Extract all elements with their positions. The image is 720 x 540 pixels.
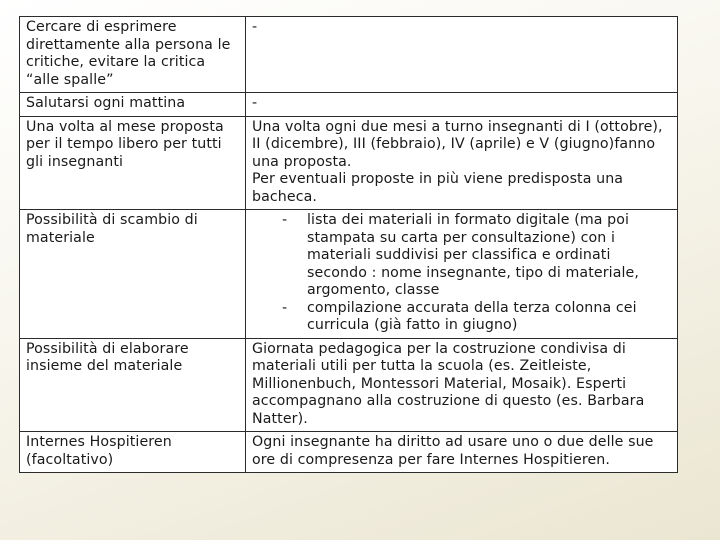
cell-text: Per eventuali proposte in più viene predisposta una bacheca. bbox=[252, 171, 624, 205]
table-cell-left bbox=[20, 93, 246, 117]
cell-text: Una volta al mese proposta per il tempo libero per tutti gli insegnanti bbox=[26, 118, 224, 170]
table-cell-right bbox=[246, 116, 678, 210]
dash-bullet: - bbox=[282, 212, 288, 228]
cell-text: - bbox=[252, 19, 258, 35]
table-row bbox=[20, 210, 678, 339]
table-row bbox=[20, 432, 678, 473]
table-cell-right bbox=[246, 338, 678, 432]
table-cell-left bbox=[20, 338, 246, 432]
table-row bbox=[20, 17, 678, 93]
table-cell-left bbox=[20, 432, 246, 473]
table-cell-right bbox=[246, 210, 678, 339]
table-cell-right bbox=[246, 432, 678, 473]
list-item-text: compilazione accurata della terza colonna cei curricula (già fatto in giugno) bbox=[307, 299, 637, 333]
cell-text: Ogni insegnante ha diritto ad usare uno o due delle sue ore di compresenza per fare Internes Hospitieren. bbox=[252, 434, 654, 468]
proposals-table bbox=[19, 16, 678, 473]
cell-text: Cercare di esprimere direttamente alla persona le critiche, evitare la critica “alle spalle” bbox=[26, 19, 231, 88]
cell-text: Internes Hospitieren (facoltativo) bbox=[26, 434, 172, 468]
cell-text: - bbox=[252, 95, 258, 111]
list-item bbox=[282, 300, 671, 335]
list-item-text: lista dei materiali in formato digitale (ma poi stampata su carta per consultazione) con i materiali suddivisi per classifica e ordinati secondo : nome insegnante, tipo di materiale, argomento, classe bbox=[307, 212, 639, 298]
cell-text: Salutarsi ogni mattina bbox=[26, 95, 186, 111]
dash-bullet: - bbox=[282, 299, 288, 316]
cell-text: Possibilità di scambio di materiale bbox=[26, 212, 198, 246]
cell-text: Possibilità di elaborare insieme del materiale bbox=[26, 340, 189, 374]
table-row bbox=[20, 93, 678, 117]
table-cell-right bbox=[246, 93, 678, 117]
table-cell-left bbox=[20, 17, 246, 93]
cell-text: Una volta ogni due mesi a turno insegnanti di I (ottobre), II (dicembre), III (febbraio), IV (aprile) e V (giugno)fanno una proposta. bbox=[252, 118, 663, 170]
list-item bbox=[282, 212, 671, 300]
cell-text: Giornata pedagogica per la costruzione condivisa di materiali utili per tutta la scuola (es. Zeitleiste, Millionenbuch, Montessori Material, Mosaik). Esperti accompagnano alla costruzione di questo (es. Barbara Natter). bbox=[252, 340, 645, 427]
table-cell-right bbox=[246, 17, 678, 93]
table-cell-left bbox=[20, 210, 246, 339]
table-cell-left bbox=[20, 116, 246, 210]
dash-list bbox=[252, 212, 671, 335]
table-row bbox=[20, 116, 678, 210]
table-row bbox=[20, 338, 678, 432]
